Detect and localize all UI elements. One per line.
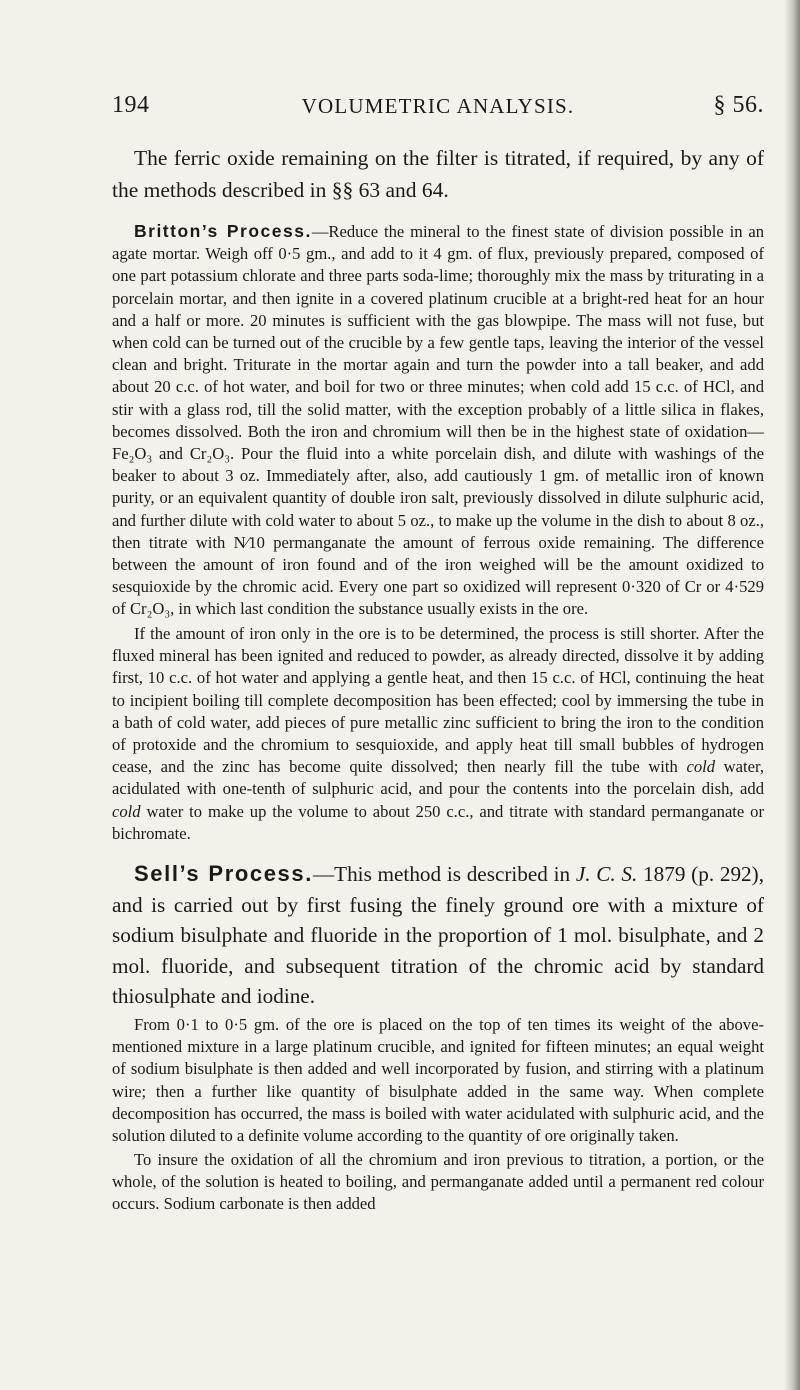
running-header — [112, 92, 764, 122]
britton-text-2b: water, acidulated with one-tenth of sulphuric acid, and pour the contents into the porcelain dish, add — [112, 757, 764, 799]
sell-paragraph-1 — [112, 859, 764, 1012]
britton-paragraph-1 — [112, 220, 764, 621]
sell-heading: Sell’s Process. — [134, 861, 313, 886]
britton-emphasis-1: cold — [686, 757, 716, 777]
britton-text-2c: water to make up the volume to about 250 c.c., and titrate with standard permanganate or bichromate. — [112, 801, 764, 843]
sell-paragraph-2: From 0·1 to 0·5 gm. of the ore is placed on the top of ten times its weight of the above-mentioned mixture in a large platinum crucible, and ignited for fifteen minutes; an equal weight of sodium bisulphate is then added and well incorporated by fusion, and stirring with a platinum wire; then a further like quantity of bisulphate added in the same way. When complete decomposition has occurred, the mass is boiled with water acidulated with sulphuric acid, and the solution diluted to a definite volume according to the quantity of ore originally taken. — [112, 1015, 764, 1146]
britton-emphasis-2: cold — [112, 801, 141, 821]
sell-text-1b: 1879 (p. 292), and is carried out by first fusing the finely ground ore with a mixture of sodium bisulphate and fluoride in the proportion of 1 mol. bisulphate, and 2 mol. fluoride, and subsequent titration of the chromic acid by standard thiosulphate and iodine. — [112, 862, 764, 1008]
intro-paragraph: The ferric oxide remaining on the filter is titrated, if required, by any of the methods described in §§ 63 and 64. — [112, 146, 764, 202]
sell-journal-reference: J. C. S. — [575, 862, 638, 886]
section-number: § 56. — [713, 92, 764, 118]
britton-heading: Britton’s Process. — [134, 221, 312, 241]
britton-text-1: —Reduce the mineral to the finest state of division possible in an agate mortar. Weigh off 0·5 gm., and add to it 4 gm. of flux, previously prepared, composed of one part potassium chlorate and three parts soda-lime; thoroughly mix the mass by triturating in a porcelain mortar, and then ignite in a covered platinum crucible at a bright-red heat for an hour and a half or more. 20 minutes is sufficient with the gas blowpipe. The mass will not fuse, but when cold can be turned out of the crucible by a few gentle taps, leaving the interior of the vessel clean and bright. Triturate in the mortar again and turn the powder into a tall beaker, and add about 20 c.c. of hot water, and boil for two or three minutes; when cold add 15 c.c. of HCl, and stir with a glass rod, till the solid matter, with the exception probably of a little silica in flakes, becomes dissolved. Both the iron and chromium will then be in the highest state of oxidation—Fe₂O₃ and Cr₂O₃. Pour the fluid into a white porcelain dish, and dilute with washings of the beaker to about 3 oz. Immediately after, also, add cautiously 1 gm. of metallic iron of known purity, or an equivalent quantity of double iron salt, previously dissolved in dilute sulphuric acid, and further dilute with cold water to about 5 oz., to make up the volume in the dish to about 8 oz., then titrate with N⁄10 permanganate the amount of ferrous oxide remaining. The difference between the amount of iron found and of the iron weighed will be the amount oxidized to sesquioxide by the chromic acid. Every one part so oxidized will represent 0·320 of Cr or 4·529 of Cr₂O₃, in which last condition the substance usually exists in the ore. — [112, 222, 764, 619]
page-number: 194 — [112, 92, 150, 118]
britton-paragraph-2 — [112, 623, 764, 845]
page-edge-shadow — [784, 0, 800, 1390]
sell-text-1a: —This method is described in — [312, 862, 571, 886]
running-title: VOLUMETRIC ANALYSIS. — [301, 94, 575, 118]
sell-paragraph-3: To insure the oxidation of all the chromium and iron previous to titration, a portion, or the whole, of the solution is heated to boiling, and permanganate added until a permanent red colour occurs. Sodium carbonate is then added — [112, 1150, 764, 1214]
britton-text-2a: If the amount of iron only in the ore is to be determined, the process is still shorter. After the fluxed mineral has been ignited and reduced to powder, as already directed, dissolve it by adding first, 10 c.c. of hot water and applying a gentle heat, and then 15 c.c. of HCl, continuing the heat to incipient boiling till complete decomposition has been effected; cool by immersing the tube in a bath of cold water, add pieces of pure metallic zinc sufficient to bring the iron to the condition of protoxide and the chromium to sesquioxide, and apply heat till small bubbles of hydrogen cease, and the zinc has become quite dissolved; then nearly fill the tube with — [112, 624, 764, 777]
